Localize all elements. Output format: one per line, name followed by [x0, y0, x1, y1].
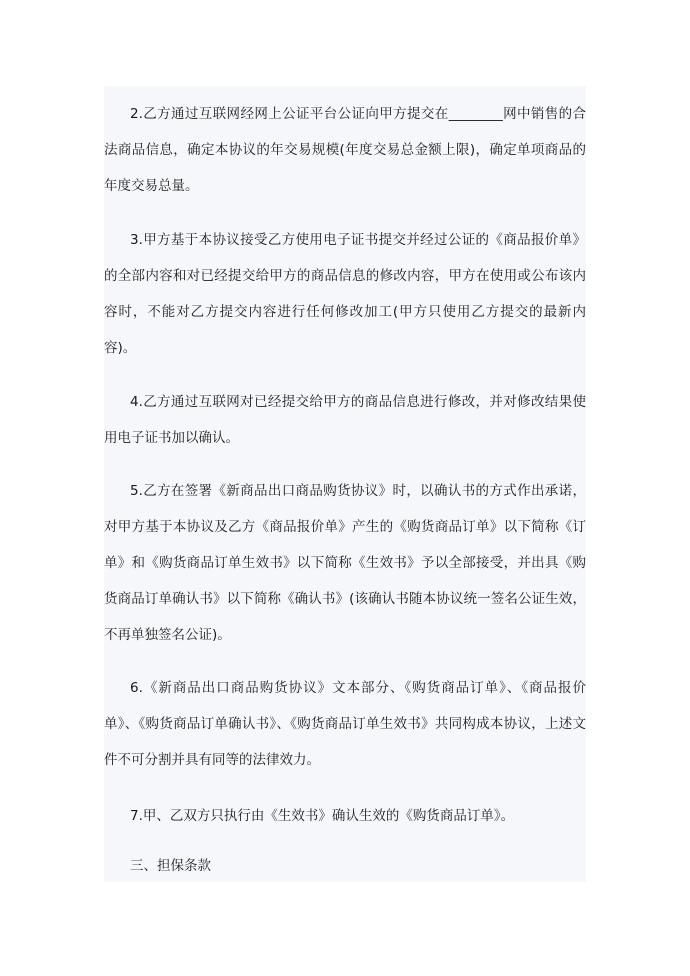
document-text-block: [104, 86, 586, 882]
clause-2-paragraph: 2.乙方通过互联网经网上公证平台公证向甲方提交在________网中销售的合法商品信息，确定本协议的年交易规模(年度交易总金额上限)，确定单项商品的年度交易总量。: [104, 106, 586, 194]
clause-4-paragraph: 4.乙方通过互联网对已经提交给甲方的商品信息进行修改，并对修改结果使用电子证书加以确认。: [104, 394, 586, 446]
clause-6-paragraph: 6.《新商品出口商品购货协议》文本部分、《购货商品订单》、《商品报价单》、《购货商品订单确认书》、《购货商品订单生效书》共同构成本协议，上述文件不可分割并具有同等的法律效力。: [104, 680, 586, 768]
clause-3-paragraph: 3.甲方基于本协议接受乙方使用电子证书提交并经过公证的《商品报价单》的全部内容和对已经提交给甲方的商品信息的修改内容，甲方在使用或公布该内容时，不能对乙方提交内容进行任何修改加工(甲方只使用乙方提交的最新内容)。: [104, 232, 586, 356]
clause-5-paragraph: 5.乙方在签署《新商品出口商品购货协议》时，以确认书的方式作出承诺，对甲方基于本协议及乙方《商品报价单》产生的《购货商品订单》以下简称《订单》和《购货商品订单生效书》以下简称《生效书》予以全部接受，并出具《购货商品订单确认书》以下简称《确认书》(该确认书随本协议统一签名公证生效，不再单独签名公证)。: [104, 483, 586, 643]
clause-7-paragraph: 7.甲、乙双方只执行由《生效书》确认生效的《购货商品订单》。: [130, 808, 515, 824]
section-heading: 三、担保条款: [130, 858, 211, 874]
